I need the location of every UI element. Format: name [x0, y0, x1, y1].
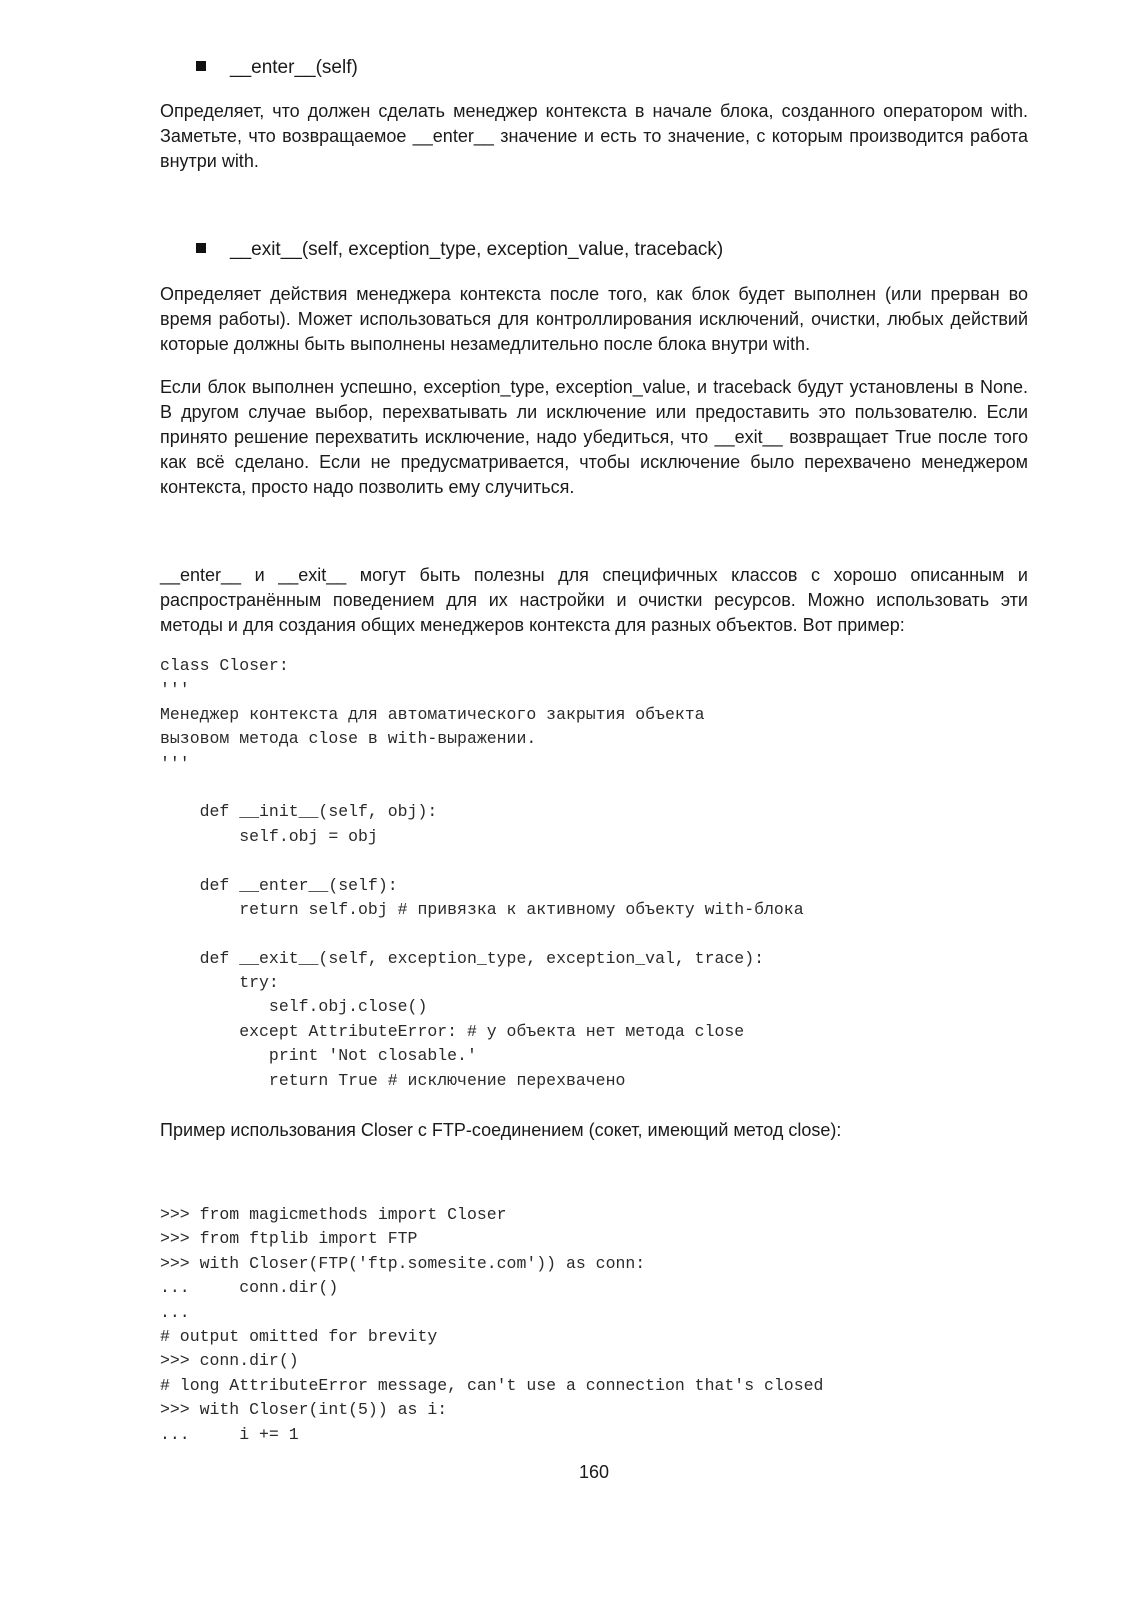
code-line: self.obj = obj [160, 826, 378, 846]
code-line: >>> with Closer(int(5)) as i: [160, 1400, 448, 1420]
paragraph-usefulness: __enter__ и __exit__ могут быть полезны для специфичных классов с хорошо описанным и распространённым поведением для их настройки и очистки ресурсов. Можно использовать эти методы и для создания общих менеджеров контекста для разных объектов. Вот пример: [160, 565, 1028, 635]
code-line: except AttributeError: # у объекта нет метода close [160, 1021, 745, 1041]
code-line: # output omitted for brevity [160, 1326, 438, 1346]
square-bullet-icon [196, 61, 206, 71]
code-line: return self.obj # привязка к активному объекту with-блока [160, 899, 804, 919]
square-bullet-icon [196, 243, 206, 253]
code-line: try: [160, 973, 279, 993]
code-line: ... conn.dir() [160, 1278, 339, 1298]
code-line: def __exit__(self, exception_type, exception_val, trace): [160, 948, 764, 968]
bullet-exit-text: __exit__(self, exception_type, exception_value, traceback) [230, 239, 724, 260]
paragraph-enter-description: Определяет, что должен сделать менеджер контекста в начале блока, созданного оператором with. Заметьте, что возвращаемое __enter__ значение и есть то значение, с которым производится работа внутри with. [160, 101, 1028, 171]
code-line [160, 922, 804, 946]
code-block-interactive-session [160, 1203, 823, 1447]
code-line: ... [160, 1302, 190, 1322]
code-line: >>> from ftplib import FTP [160, 1229, 418, 1249]
code-line: Менеджер контекста для автоматического закрытия объекта [160, 704, 705, 724]
code-line: # long AttributeError message, can't use a connection that's closed [160, 1375, 824, 1395]
code-line: ''' [160, 753, 190, 773]
bullet-exit [196, 238, 723, 262]
paragraph-exit-description: Определяет действия менеджера контекста после того, как блок будет выполнен (или прерван во время работы). Может использоваться для контроллирования исключений, очистки, любых действий которые должны быть выполнены незамедлительно после блока внутри with. [160, 284, 1028, 354]
code-line: >>> from magicmethods import Closer [160, 1205, 507, 1224]
code-line: return True # исключение перехвачено [160, 1070, 626, 1090]
code-line: self.obj.close() [160, 997, 428, 1017]
code-block-closer-class [160, 654, 804, 1093]
code-line: вызовом метода close в with-выражении. [160, 729, 537, 749]
bullet-enter-text: __enter__(self) [230, 57, 358, 78]
code-line: print 'Not closable.' [160, 1046, 477, 1066]
bullet-enter [196, 56, 358, 80]
code-line: >>> conn.dir() [160, 1351, 299, 1371]
code-line [160, 849, 804, 873]
code-line [160, 776, 804, 800]
paragraph-usage-intro: Пример использования Closer с FTP-соединением (сокет, имеющий метод close): [160, 1120, 842, 1140]
code-line: ... i += 1 [160, 1424, 299, 1444]
paragraph-exit-detail: Если блок выполнен успешно, exception_type, exception_value, и traceback будут установлены в None. В другом случае выбор, перехватывать ли исключение или предоставить это пользователю. Если принято решение перехватить исключение, надо убедиться, что __exit__ возвращает True после того как всё сделано. Если не предусматривается, чтобы исключение было перехвачено менеджером контекста, просто надо позволить ему случиться. [160, 377, 1028, 497]
code-line: >>> with Closer(FTP('ftp.somesite.com')) as conn: [160, 1253, 646, 1273]
code-line: ''' [160, 680, 190, 700]
code-line: class Closer: [160, 656, 289, 675]
code-line: def __enter__(self): [160, 875, 398, 895]
page-number: 160 [578, 1462, 610, 1482]
code-line: def __init__(self, obj): [160, 802, 438, 822]
